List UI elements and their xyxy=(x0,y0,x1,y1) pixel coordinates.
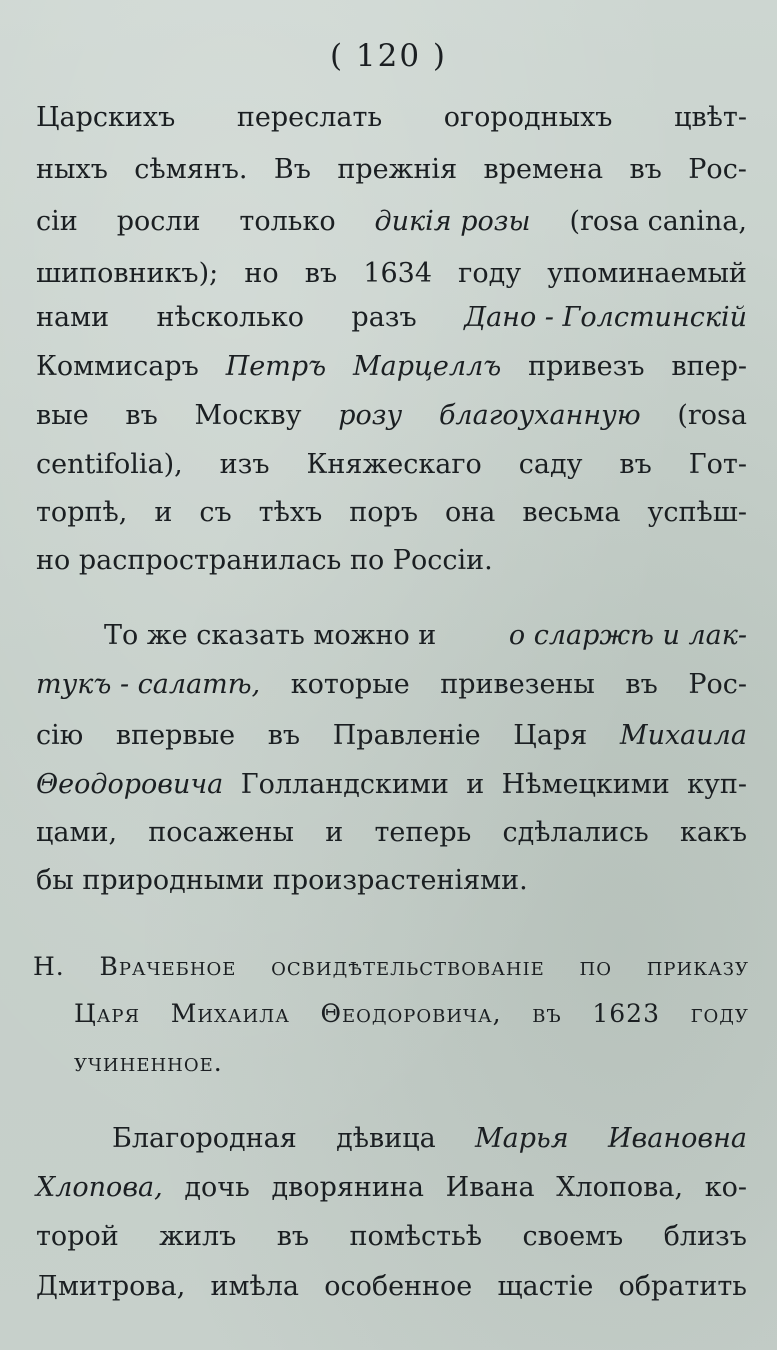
word: Гот- xyxy=(688,449,747,480)
word: Θеодоровича, xyxy=(320,999,502,1028)
word: ко- xyxy=(704,1172,747,1203)
word: куп- xyxy=(687,769,747,800)
word: помѣстьѣ xyxy=(349,1221,483,1252)
word: по xyxy=(579,952,612,981)
text-line xyxy=(36,205,747,239)
word: Дмитрова, xyxy=(36,1271,186,1302)
text-line xyxy=(36,1270,747,1304)
text-line xyxy=(36,719,747,753)
italic-term: благоуханную xyxy=(438,400,641,431)
word: Хлопова, xyxy=(556,1172,684,1203)
text-line xyxy=(36,768,747,802)
word: бы природными произрастеніями. xyxy=(36,865,528,896)
word: упоминаемый xyxy=(547,258,747,289)
word: тѣхъ xyxy=(258,497,323,528)
text-line xyxy=(36,816,747,850)
word: дѣвица xyxy=(336,1123,436,1154)
word: теперь xyxy=(374,817,472,848)
italic-term: о сларжѣ и лак- xyxy=(508,620,747,651)
italic-name: Марья xyxy=(475,1123,569,1154)
word: году xyxy=(690,999,749,1028)
word: въ xyxy=(276,1221,310,1252)
word: торой xyxy=(36,1221,119,1252)
page-number: ( 120 ) xyxy=(329,38,448,74)
word: приказу xyxy=(646,952,749,981)
italic-name: Петръ xyxy=(225,351,327,382)
word: въ xyxy=(267,720,301,751)
word: Врачебное xyxy=(99,952,237,981)
word: жилъ xyxy=(159,1221,237,1252)
word: нѣсколько xyxy=(156,302,305,333)
word: Рос- xyxy=(688,669,747,700)
word: съ xyxy=(199,497,232,528)
italic-name: Марцеллъ xyxy=(353,351,502,382)
word: дочь xyxy=(184,1172,250,1203)
word: имѣла xyxy=(210,1271,300,1302)
italic-name: Θеодоровича xyxy=(36,769,224,800)
word: посажены xyxy=(148,817,295,848)
word: но xyxy=(244,258,279,289)
word: Голландскими xyxy=(240,769,449,800)
word: привезены xyxy=(440,669,595,700)
text-line xyxy=(36,153,747,187)
text-line xyxy=(104,619,747,653)
text-line xyxy=(36,448,747,482)
word: впер- xyxy=(671,351,747,382)
word: сію xyxy=(36,720,84,751)
word: своемъ xyxy=(522,1221,624,1252)
word: Царя xyxy=(74,999,141,1028)
word: дворянина xyxy=(271,1172,424,1203)
word: времена xyxy=(483,154,604,185)
word: переслать xyxy=(236,102,383,133)
word: вые xyxy=(36,400,89,431)
latin-name: centifolia), xyxy=(36,449,183,480)
word: торпѣ, xyxy=(36,497,128,528)
word: разъ xyxy=(351,302,417,333)
text-line xyxy=(36,257,747,291)
section-heading-line xyxy=(74,1046,749,1080)
word: въ xyxy=(625,669,658,700)
word: огородныхъ xyxy=(443,102,613,133)
word: щастіе xyxy=(497,1271,594,1302)
latin-name: (rosa xyxy=(677,400,747,431)
italic-name: Ивановна xyxy=(607,1123,747,1154)
word: Коммисаръ xyxy=(36,351,199,382)
word: сіи xyxy=(36,206,78,237)
word: въ xyxy=(532,999,562,1028)
word: какъ xyxy=(679,817,747,848)
word: только xyxy=(239,206,336,237)
text-line xyxy=(36,544,747,578)
word: изъ xyxy=(219,449,270,480)
word: ныхъ xyxy=(36,154,108,185)
section-heading-line xyxy=(33,950,749,984)
word: привезъ xyxy=(528,351,645,382)
word: Въ xyxy=(273,154,311,185)
text-line xyxy=(36,350,747,384)
text-line xyxy=(36,301,747,335)
text-line xyxy=(36,399,747,433)
word: весьма xyxy=(522,497,621,528)
text-line xyxy=(36,1220,747,1254)
word: году xyxy=(458,258,522,289)
word: сѣмянъ. xyxy=(134,154,248,185)
word: росли xyxy=(116,206,201,237)
section-letter: Н. xyxy=(33,952,65,981)
italic-term: Дано - Голстинскій xyxy=(464,302,747,333)
word: и xyxy=(154,497,173,528)
word: въ xyxy=(125,400,158,431)
word: прежнія xyxy=(337,154,458,185)
word: но распространилась по Россіи. xyxy=(36,545,493,576)
word: въ xyxy=(629,154,662,185)
word: успѣш- xyxy=(647,497,747,528)
year: 1623 xyxy=(592,999,660,1028)
word: То же сказать можно и xyxy=(104,620,437,651)
latin-name: (rosa canina, xyxy=(569,206,747,237)
italic-term: тукъ - салатѣ, xyxy=(36,669,261,700)
word: учиненное. xyxy=(74,1048,223,1077)
word: близъ xyxy=(663,1221,747,1252)
italic-term: розу xyxy=(338,400,403,431)
text-line xyxy=(36,864,747,898)
text-line xyxy=(36,101,747,135)
text-line xyxy=(112,1122,747,1156)
word: Правленіе xyxy=(332,720,481,751)
word: и xyxy=(466,769,485,800)
italic-term: дикія розы xyxy=(374,206,531,237)
word: саду xyxy=(518,449,583,480)
word: цвѣт- xyxy=(674,102,747,133)
word: шиповникъ); xyxy=(36,258,219,289)
word: Царя xyxy=(513,720,588,751)
italic-name: Михаила xyxy=(619,720,747,751)
word: особенное xyxy=(324,1271,473,1302)
word: Благородная xyxy=(112,1123,297,1154)
word: Москву xyxy=(194,400,302,431)
text-line xyxy=(36,496,747,530)
word: впервые xyxy=(115,720,236,751)
word: освидѣтельствованіе xyxy=(271,952,545,981)
word: нами xyxy=(36,302,110,333)
word: цами, xyxy=(36,817,118,848)
text-line xyxy=(36,1171,747,1205)
word: и xyxy=(325,817,344,848)
word: Михаила xyxy=(170,999,290,1028)
word: Нѣмецкими xyxy=(501,769,670,800)
text-line xyxy=(36,668,747,702)
section-heading-line xyxy=(74,997,749,1031)
word: она xyxy=(445,497,496,528)
italic-name: Хлопова, xyxy=(36,1172,163,1203)
word: въ xyxy=(619,449,652,480)
word: которые xyxy=(290,669,410,700)
word: поръ xyxy=(349,497,418,528)
word: Княжескаго xyxy=(306,449,482,480)
word: сдѣлались xyxy=(502,817,649,848)
word: обратить xyxy=(618,1271,747,1302)
word: Ивана xyxy=(445,1172,535,1203)
word: Рос- xyxy=(688,154,747,185)
word: Царскихъ xyxy=(36,102,176,133)
word: въ xyxy=(304,258,338,289)
year: 1634 xyxy=(363,258,433,289)
